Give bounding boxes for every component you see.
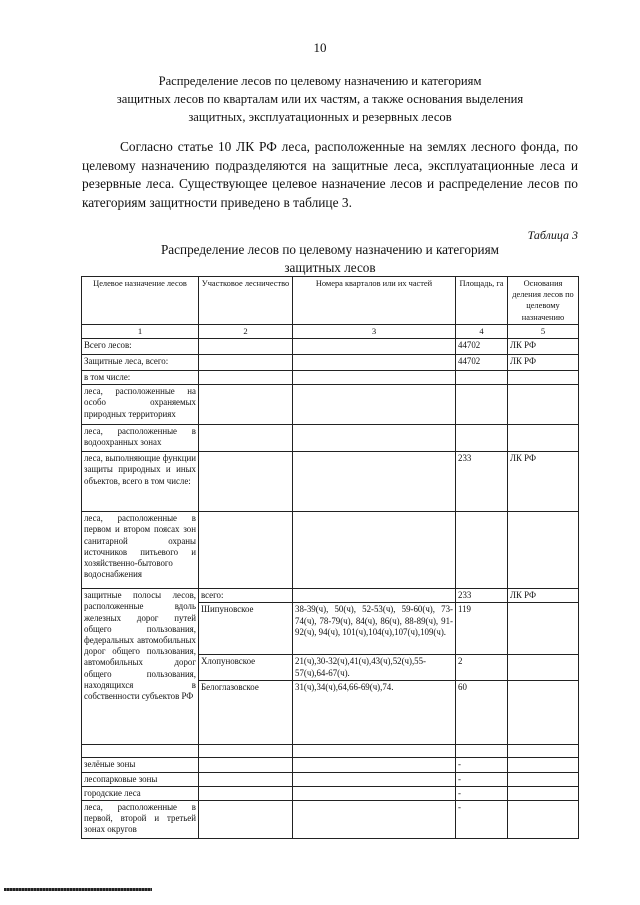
area-cell: -: [456, 772, 508, 786]
table-row: [82, 355, 579, 371]
district-cell: [199, 772, 293, 786]
header-district: Участковое лесничество: [199, 277, 293, 325]
quarters-cell: [293, 512, 456, 589]
quarters-cell: [293, 385, 456, 425]
table-title-line: защитных лесов: [284, 260, 376, 275]
basis-cell: [508, 681, 579, 745]
basis-cell: [508, 425, 579, 452]
page-number: 10: [313, 40, 327, 55]
quarters-cell: [293, 339, 456, 355]
basis-cell: [508, 745, 579, 758]
table-body: [82, 324, 579, 838]
purpose-cell: городские леса: [82, 786, 199, 800]
quarters-cell: [293, 786, 456, 800]
quarters-cell: [293, 425, 456, 452]
area-cell: -: [456, 786, 508, 800]
basis-cell: [508, 371, 579, 385]
quarters-cell: [293, 355, 456, 371]
basis-cell: [508, 772, 579, 786]
purpose-cell: Защитные леса, всего:: [82, 355, 199, 371]
district-cell: [199, 355, 293, 371]
section-heading: [80, 72, 560, 126]
basis-cell: ЛК РФ: [508, 589, 579, 603]
purpose-cell: в том числе:: [82, 371, 199, 385]
table-title: [80, 241, 580, 277]
column-number: 2: [199, 324, 293, 338]
scan-edge-mark: [4, 888, 152, 891]
basis-cell: [508, 603, 579, 655]
header-quarters: Номера кварталов или их частей: [293, 277, 456, 325]
quarters-cell: [293, 758, 456, 772]
quarters-cell: [293, 452, 456, 512]
district-cell: [199, 452, 293, 512]
area-cell: 233: [456, 589, 508, 603]
district-cell: [199, 339, 293, 355]
heading-line: защитных лесов по кварталам или их частям, а также основания выделения: [116, 92, 524, 106]
purpose-cell: леса, расположенные в первом и втором поясах зон санитарной охраны источников питьевого и хозяйственно-бытового водоснабжения: [82, 512, 199, 589]
area-cell: [456, 371, 508, 385]
purpose-cell: лесопарковые зоны: [82, 772, 199, 786]
column-number: 3: [293, 324, 456, 338]
column-number: 4: [456, 324, 508, 338]
district-cell: [199, 758, 293, 772]
purpose-cell: защитные полосы лесов, расположенные вдоль железных дорог путей общего пользования, федеральных автомобильных дорог общего пользования, автомобильных дорог общего пользования, находящихся в собственности субъектов РФ: [82, 589, 199, 745]
column-number-row: [82, 324, 579, 338]
column-number: 5: [508, 324, 579, 338]
basis-cell: ЛК РФ: [508, 452, 579, 512]
basis-cell: [508, 385, 579, 425]
header-area: Площадь, га: [456, 277, 508, 325]
basis-cell: [508, 801, 579, 839]
area-cell: -: [456, 758, 508, 772]
purpose-cell: леса, выполняющие функции защиты природных и иных объектов, всего в том числе:: [82, 452, 199, 512]
table-row: [82, 772, 579, 786]
table-header-row: [82, 277, 579, 325]
basis-cell: [508, 786, 579, 800]
quarters-cell: 38-39(ч), 50(ч), 52-53(ч), 59-60(ч), 73-74(ч), 78-79(ч), 84(ч), 86(ч), 88-89(ч), 91-92(ч), 94(ч), 101(ч),104(ч),107(ч),109(ч).: [293, 603, 456, 655]
purpose-cell: леса, расположенные в водоохранных зонах: [82, 425, 199, 452]
district-cell: [199, 385, 293, 425]
heading-line: защитных, эксплуатационных и резервных лесов: [188, 110, 452, 124]
table-row: [82, 385, 579, 425]
header-basis: Основания деления лесов по целевому назначению: [508, 277, 579, 325]
quarters-cell: [293, 371, 456, 385]
basis-cell: [508, 655, 579, 681]
area-cell: 44702: [456, 355, 508, 371]
table-row: [82, 801, 579, 839]
quarters-cell: [293, 801, 456, 839]
table-row: [82, 339, 579, 355]
table-title-line: Распределение лесов по целевому назначению и категориям: [160, 242, 500, 257]
area-cell: [456, 425, 508, 452]
table-row: [82, 371, 579, 385]
quarters-cell: [293, 772, 456, 786]
quarters-cell: [293, 589, 456, 603]
district-cell: [199, 801, 293, 839]
district-cell: [199, 512, 293, 589]
district-cell: [199, 786, 293, 800]
table-row: [82, 758, 579, 772]
table-row: [82, 745, 579, 758]
area-cell: [456, 745, 508, 758]
table-row: [82, 589, 579, 603]
basis-cell: ЛК РФ: [508, 355, 579, 371]
area-cell: -: [456, 801, 508, 839]
area-cell: [456, 512, 508, 589]
area-cell: 2: [456, 655, 508, 681]
district-cell: всего:: [199, 589, 293, 603]
district-cell: Хлопуновское: [199, 655, 293, 681]
column-number: 1: [82, 324, 199, 338]
district-cell: [199, 371, 293, 385]
purpose-cell: Всего лесов:: [82, 339, 199, 355]
district-cell: Белоглазовское: [199, 681, 293, 745]
purpose-cell: зелёные зоны: [82, 758, 199, 772]
heading-line: Распределение лесов по целевому назначению и категориям: [158, 74, 482, 88]
basis-cell: [508, 758, 579, 772]
forest-distribution-table: [81, 276, 579, 839]
area-cell: [456, 385, 508, 425]
district-cell: [199, 745, 293, 758]
header-purpose: Целевое назначение лесов: [82, 277, 199, 325]
intro-text: Согласно статье 10 ЛК РФ леса, расположенные на землях лесного фонда, по целевому назначению подразделяются на защитные леса, эксплуатационные леса и резервные леса. Существующее целевое назначение лесов и распределение лесов по категориям защитности приведено в таблице 3.: [82, 139, 578, 210]
area-cell: 119: [456, 603, 508, 655]
purpose-cell: [82, 745, 199, 758]
intro-paragraph: [82, 138, 578, 212]
table-row: [82, 452, 579, 512]
table-row: [82, 425, 579, 452]
basis-cell: ЛК РФ: [508, 339, 579, 355]
area-cell: 60: [456, 681, 508, 745]
district-cell: [199, 425, 293, 452]
quarters-cell: 31(ч),34(ч),64,66-69(ч),74.: [293, 681, 456, 745]
quarters-cell: [293, 745, 456, 758]
district-cell: Шипуновское: [199, 603, 293, 655]
purpose-cell: леса, расположенные в первой, второй и третьей зонах округов: [82, 801, 199, 839]
area-cell: 233: [456, 452, 508, 512]
area-cell: 44702: [456, 339, 508, 355]
quarters-cell: 21(ч),30-32(ч),41(ч),43(ч),52(ч),55-57(ч),64-67(ч).: [293, 655, 456, 681]
basis-cell: [508, 512, 579, 589]
table-number-label: Таблица 3: [527, 228, 578, 242]
table-row: [82, 786, 579, 800]
purpose-cell: леса, расположенные на особо охраняемых природных территориях: [82, 385, 199, 425]
table-row: [82, 512, 579, 589]
